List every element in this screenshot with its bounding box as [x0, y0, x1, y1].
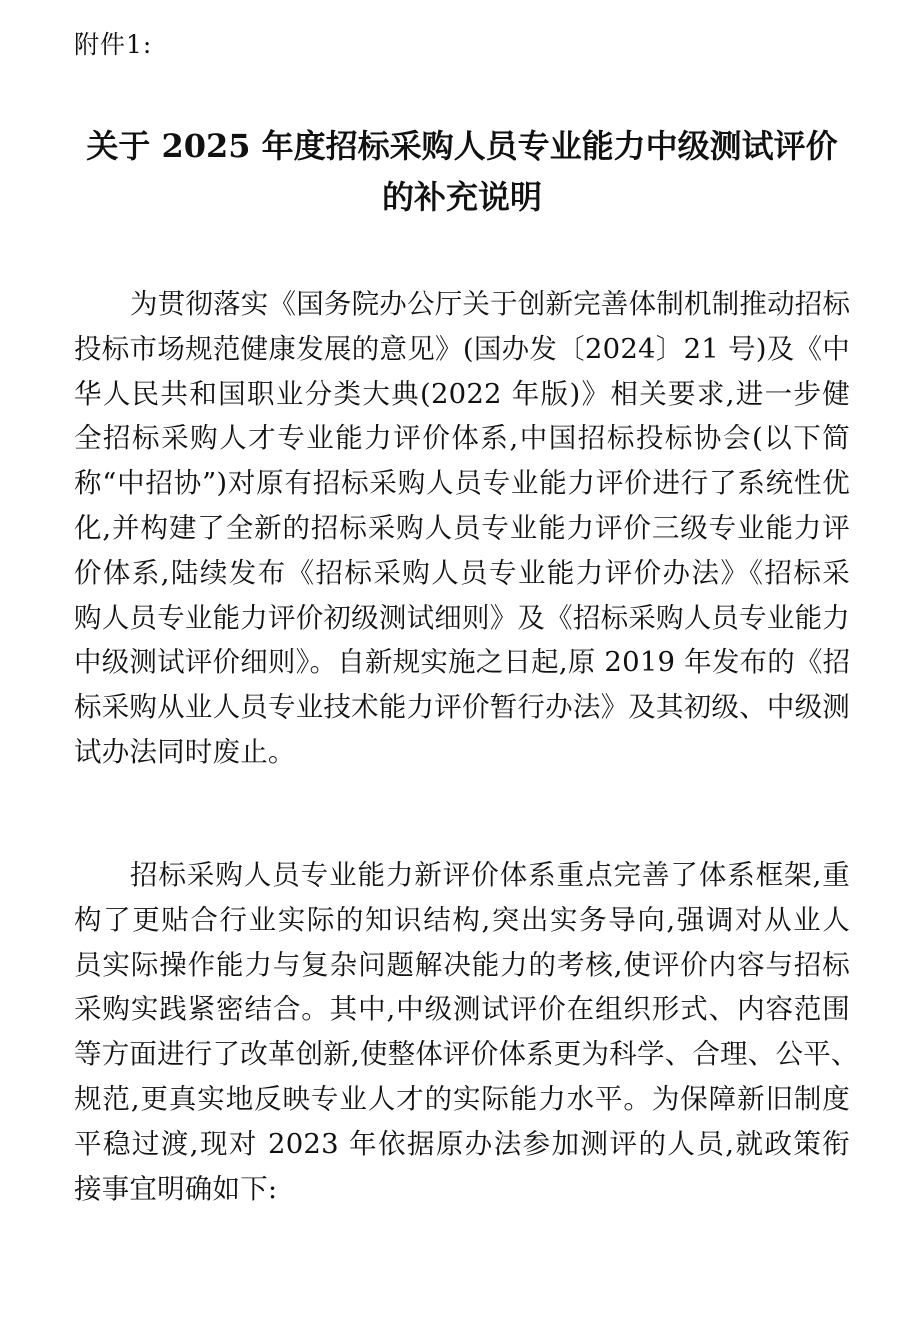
paragraph-line: 员实际操作能力与复杂问题解决能力的考核,使评价内容与招标 — [74, 948, 850, 981]
paragraph-line: 构了更贴合行业实际的知识结构,突出实务导向,强调对从业人 — [74, 903, 850, 936]
paragraph-line: 试办法同时废止。 — [74, 735, 296, 768]
paragraph-line: 规范,更真实地反映专业人才的实际能力水平。为保障新旧制度 — [74, 1082, 850, 1115]
paragraph-line: 化,并构建了全新的招标采购人员专业能力评价三级专业能力评 — [74, 511, 850, 544]
paragraph-line: 招标采购人员专业能力新评价体系重点完善了体系框架,重 — [130, 859, 850, 891]
paragraph-line: 华人民共和国职业分类大典(2022 年版)》相关要求,进一步健 — [74, 377, 850, 410]
paragraph-line: 采购实践紧密结合。其中,中级测试评价在组织形式、内容范围 — [74, 993, 850, 1026]
paragraph-1 — [74, 282, 850, 775]
paragraph-line: 等方面进行了改革创新,使整体评价体系更为科学、合理、公平、 — [74, 1038, 859, 1071]
paragraph-line: 标采购从业人员专业技术能力评价暂行办法》及其初级、中级测 — [74, 691, 850, 724]
paragraph-line: 中级测试评价细则》。自新规实施之日起,原 2019 年发布的《招 — [74, 646, 851, 679]
paragraph-line: 投标市场规范健康发展的意见》(国办发〔2024〕21 号)及《中 — [74, 332, 850, 365]
paragraph-line: 价体系,陆续发布《招标采购人员专业能力评价办法》《招标采 — [74, 556, 850, 589]
document-title-line-2: 的补充说明 — [381, 178, 542, 216]
attachment-label: 附件1: — [74, 30, 153, 59]
paragraph-line: 购人员专业能力评价初级测试细则》及《招标采购人员专业能力 — [74, 601, 850, 634]
paragraph-line: 平稳过渡,现对 2023 年依据原办法参加测评的人员,就政策衔 — [74, 1127, 850, 1160]
paragraph-line: 全招标采购人才专业能力评价体系,中国招标投标协会(以下简 — [74, 422, 850, 455]
paragraph-line: 为贯彻落实《国务院办公厅关于创新完善体制机制推动招标 — [130, 288, 851, 320]
paragraph-line: 接事宜明确如下: — [74, 1172, 278, 1205]
document-title-line-1: 关于 2025 年度招标采购人员专业能力中级测试评价 — [86, 127, 838, 165]
paragraph-line: 称“中招协”)对原有招标采购人员专业能力评价进行了系统性优 — [74, 467, 850, 500]
paragraph-2 — [74, 853, 859, 1211]
